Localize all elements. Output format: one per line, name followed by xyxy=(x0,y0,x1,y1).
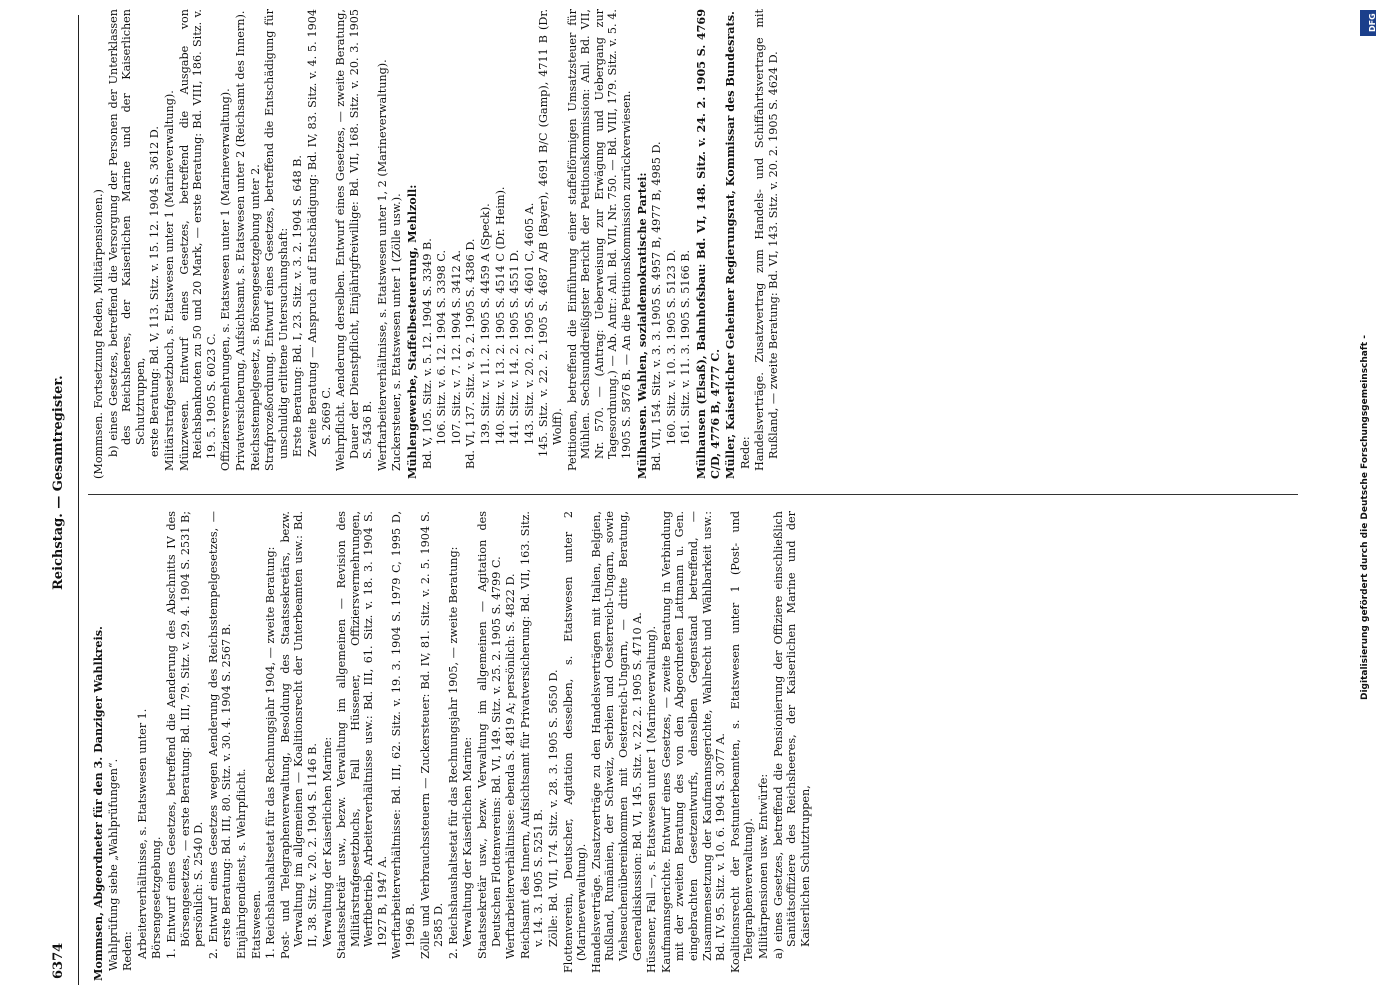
entry-line: Kaufmannsgerichte. Entwurf eines Gesetzes, — zweite Beratung in Verbindung mit der zweiten Beratung des von den Abgeordneten Lattmann u. Gen. eingebrachten Gesetzentwurfs, denselben Gegenstand betreffend, — Zusammensetzung der Kaufmannsgerichte, Wahlrecht und Wählbarkeit usw.: Bd. IV, 95. Sitz. v. 10. 6. 1904 S. 3077 A. xyxy=(659,511,728,973)
right-column xyxy=(90,9,782,479)
entry-line: 141. Sitz. v. 14. 2. 1905 S. 4551 D. xyxy=(508,249,522,445)
entry-line: Bd. VI, 137. Sitz. v. 9. 2. 1905 S. 4386 D. xyxy=(464,238,478,469)
entry-line: b) eines Gesetzes, betreffend die Versorgung der Personen der Unterklassen des Reichsheeres, der Kaiserlichen Marine und der Kaiserlichen Schutztruppen, xyxy=(106,9,147,457)
entry-line: Hüssener, Fall —, s. Etatswesen unter 1 (Marineverwaltung). xyxy=(645,626,659,973)
entry-line: Bd. V, 105. Sitz. v. 5. 12. 1904 S. 3349 B. xyxy=(420,238,434,469)
entry-line: Strafprozeßordnung. Entwurf eines Gesetzes, betreffend die Entschädigung für unschuldig erlittene Untersuchungshaft: xyxy=(263,9,290,471)
entry-line: Rede: xyxy=(738,436,752,469)
entry-line: 161. Sitz. v. 11. 3. 1905 S. 5166 B. xyxy=(679,249,693,445)
entry-line: 143. Sitz. v. 20. 2. 1905 S. 4601 C, 4605 A. xyxy=(522,202,536,445)
entry-line: Militärpensionen usw. Entwürfe: xyxy=(756,773,770,959)
entry-line: 160. Sitz. v. 10. 3. 1905 S. 5123 D. xyxy=(664,249,678,445)
entry-line: 106. Sitz. v. 6. 12. 1904 S. 3398 C. xyxy=(435,249,449,445)
entry-line: Wehrpflicht. Aenderung derselben. Entwurf eines Gesetzes, — zweite Beratung, Dauer der Dienstpflicht, Einjährigfreiwillige: Bd. VII, 168. Sitz. v. 20. 3. 1905 S. 5436 B. xyxy=(334,9,375,471)
entry-line: 139. Sitz. v. 11. 2. 1905 S. 4459 A (Speck). xyxy=(479,203,493,445)
entry-heading: Mühlengewerbe, Staffelbesteuerung, Mehlzoll: xyxy=(405,184,420,479)
entry-line: Arbeiterverhältnisse, s. Etatswesen unter 1. xyxy=(135,708,149,959)
entry-line: 107. Sitz. v. 7. 12. 1904 S. 3412 A. xyxy=(449,250,463,445)
entry-line: Handelsverträge. Zusatzvertrag zum Handels- und Schiffahrtsvertrage mit Rußland, — zweite Beratung: Bd. VI, 143. Sitz. v. 20. 2. 1905 S. 4624 D. xyxy=(753,9,780,471)
entry-line: Privatversicherung, Aufsichtsamt, s. Etatswesen unter 2 (Reichsamt des Innern). xyxy=(233,10,247,471)
entry-line: Erste Beratung: Bd. I, 23. Sitz. v. 3. 2. 1904 S. 648 B. xyxy=(291,155,305,457)
entry-line: Staatssekretär usw., bezw. Verwaltung im allgemeinen — Revision des Militärstrafgesetzbuchs, Fall Hüssener, Offiziersvermehrungen, Werftbetrieb, Arbeiterverhältnisse usw.: Bd. III, 61. Sitz. v. 18. 3. 1904 S. 1927 B, 1947 A. xyxy=(335,511,389,959)
entry-line: Koalitionsrecht der Postunterbeamten, s. Etatswesen unter 1 (Post- und Telegraphenverwaltung). xyxy=(728,511,756,973)
entry-heading: Mommsen, Abgeordneter für den 3. Danziger Wahlkreis. xyxy=(91,626,105,981)
entry-line: Verwaltung der Kaiserlichen Marine: xyxy=(320,736,334,947)
entry-continuation: (Mommsen. Fortsetzung Reden, Militärpensionen.) xyxy=(92,189,105,479)
entry-line: Zuckersteuer, s. Etatswesen unter 1 (Zölle usw.). xyxy=(390,193,404,471)
entry-line: Bd. VII, 154. Sitz. v. 3. 3. 1905 S. 4957 B, 4977 B, 4985 D. xyxy=(650,141,664,471)
entry-heading: Mülhausen (Elsaß), Bahnhofsbau: Bd. VI, 148. Sitz. v. 24. 2. 1905 S. 4769 C/D, 4776 B, 4777 C. xyxy=(693,9,722,479)
entry-line: Werftarbeiterverhältnisse: ebenda S. 4819 A; persönlich: S. 4822 D. xyxy=(504,573,518,959)
entry-line: Zweite Beratung — Anspruch auf Entschädigung: Bd. IV, 83. Sitz. v. 4. 5. 1904 S. 2669 C. xyxy=(305,9,333,457)
entry-line: Werftarbeiterverhältnisse: Bd. III, 62. Sitz. v. 19. 3. 1904 S. 1979 C, 1995 D, 1996 B. xyxy=(390,511,418,959)
entry-line: a) eines Gesetzes, betreffend die Pensionierung der Offiziere einschließlich Sanitätsoffiziere des Reichsheeres, der Kaiserlichen Marine und der Kaiserlichen Schutztruppen, xyxy=(771,511,812,959)
dfg-logo: DFG xyxy=(1360,10,1376,36)
page-header xyxy=(50,15,70,985)
entry-line: 145. Sitz. v. 22. 2. 1905 S. 4687 A/B (Bayer), 4691 B/C (Gamp), 4711 B (Dr. Wolff). xyxy=(537,9,564,457)
entry-line: Petitionen, betreffend die Einführung einer staffelförmigen Umsatzsteuer für Mühlen. Sechsunddreißigster Bericht der Petitionskommission: Anl. Bd. VII, Nr. 570. — (Antrag: Ueberweisung zur Erwägung und Uebergang zur Tagesordnung.) — Ab. Antr.: Anl. Bd. VII, Nr. 750. — Bd. VIII, 179. Sitz. v. 5. 4. 1905 S. 5876 B. — An die Petitionskommission zurückverwiesen. xyxy=(565,9,633,471)
entry-line: Einjährigendienst, s. Wehrpflicht. xyxy=(234,768,248,959)
entry-line: Reichsamt des Innern, Aufsichtsamt für Privatversicherung: Bd. VII, 163. Sitz. v. 14. 3. 1905 S. 5251 B. xyxy=(518,511,546,959)
entry-line: Staatssekretär usw., bezw. Verwaltung im allgemeinen — Agitation des Deutschen Flottenvereins: Bd. VI, 149. Sitz. v. 25. 2. 1905 S. 4799 C. xyxy=(476,511,503,959)
entry-line: Militärstrafgesetzbuch, s. Etatswesen unter 1 (Marineverwaltung). xyxy=(162,90,176,471)
page-number: 6374 xyxy=(51,942,66,979)
stamp-text: Digitalisierung gefördert durch die Deutsche Forschungsgemeinschaft - xyxy=(1360,335,1370,700)
entry-line: 140. Sitz. v. 13. 2. 1905 S. 4514 C (Dr. Heim). xyxy=(493,186,507,445)
entry-line: Handelsverträge. Zusatzverträge zu den Handelsverträgen mit Italien, Belgien, Rußland, Rumänien, der Schweiz, Serbien und Oesterreich-Ungarn, sowie Viehseuchenübereinkommen mit Oesterreich-Ungarn, — dritte Beratung, Generaldiskussion: Bd. VI, 145. Sitz. v. 22. 2. 1905 S. 4710 A. xyxy=(589,511,644,973)
entry-line: 1. Reichshaushaltsetat für das Rechnungsjahr 1904, — zweite Beratung: xyxy=(264,546,278,959)
digitization-stamp xyxy=(1358,10,1380,700)
entry-line: Wahlprüfung siehe „Wahlprüfungen“. xyxy=(106,758,120,971)
entry-line: 1. Entwurf eines Gesetzes, betreffend die Aenderung des Abschnitts IV des Börsengesetzes, — erste Beratung: Bd. III, 79. Sitz. v. 29. 4. 1904 S. 2531 B; persönlich: S. 2540 D. xyxy=(164,511,206,959)
entry-line: 2. Entwurf eines Gesetzes wegen Aenderung des Reichsstempelgesetzes, — erste Beratung: Bd. III, 80. Sitz. v. 30. 4. 1904 S. 2567 B. xyxy=(206,511,234,959)
entry-line: erste Beratung: Bd. V, 113. Sitz. v. 15. 12. 1904 S. 3612 D. xyxy=(148,126,162,457)
rotated-register-page xyxy=(50,9,1330,985)
left-column xyxy=(90,511,813,981)
entry-line: Verwaltung der Kaiserlichen Marine: xyxy=(461,736,475,947)
entry-line: Zölle: Bd. VII, 174. Sitz. v. 28. 3. 1905 S. 5650 D. xyxy=(547,669,560,947)
entry-heading: Mülhausen. Wahlen, sozialdemokratische Partei: xyxy=(634,172,649,479)
entry-line: Etatswesen. xyxy=(249,890,263,959)
entry-line: Post- und Telegraphenverwaltung, Besoldung des Staatssekretärs, bezw. Verwaltung im allgemeinen — Koalitionsrecht der Unterbeamten usw.: Bd. II, 38. Sitz. v. 20. 2. 1904 S. 1146 B. xyxy=(278,511,319,959)
entry-line: Offiziersvermehrungen, s. Etatswesen unter 1 (Marineverwaltung). xyxy=(219,88,233,471)
column-divider xyxy=(88,494,1298,495)
entry-line: 2. Reichshaushaltsetat für das Rechnungsjahr 1905, — zweite Beratung: xyxy=(446,546,460,959)
entry-heading: Müller, Kaiserlicher Geheimer Regierungsrat, Kommissar des Bundesrats. xyxy=(723,11,738,479)
entry-line: Münzwesen. Entwurf eines Gesetzes, betreffend die Ausgabe von Reichsbanknoten zu 50 und 20 Mark, — erste Beratung: Bd. VIII, 186. Sitz. v. 19. 5. 1905 S. 6023 C. xyxy=(177,9,218,471)
entry-line: Reichsstempelgesetz, s. Börsengesetzgebung unter 2. xyxy=(248,164,262,471)
header-rule xyxy=(78,15,79,985)
entry-line: Zölle und Verbrauchssteuern — Zuckersteuer: Bd. IV, 81. Sitz. v. 2. 5. 1904 S. 2585 D. xyxy=(418,511,446,959)
entry-line: Flottenverein, Deutscher, Agitation desselben, s. Etatswesen unter 2 (Marineverwaltung). xyxy=(561,511,589,973)
entry-line: Börsengesetzgebung. xyxy=(150,836,164,959)
running-title: Reichstag. — Gesamtregister. xyxy=(51,375,66,590)
entry-line: Werftarbeiterverhältnisse, s. Etatswesen unter 1, 2 (Marineverwaltung). xyxy=(375,59,389,471)
entry-line: Reden: xyxy=(121,931,135,971)
